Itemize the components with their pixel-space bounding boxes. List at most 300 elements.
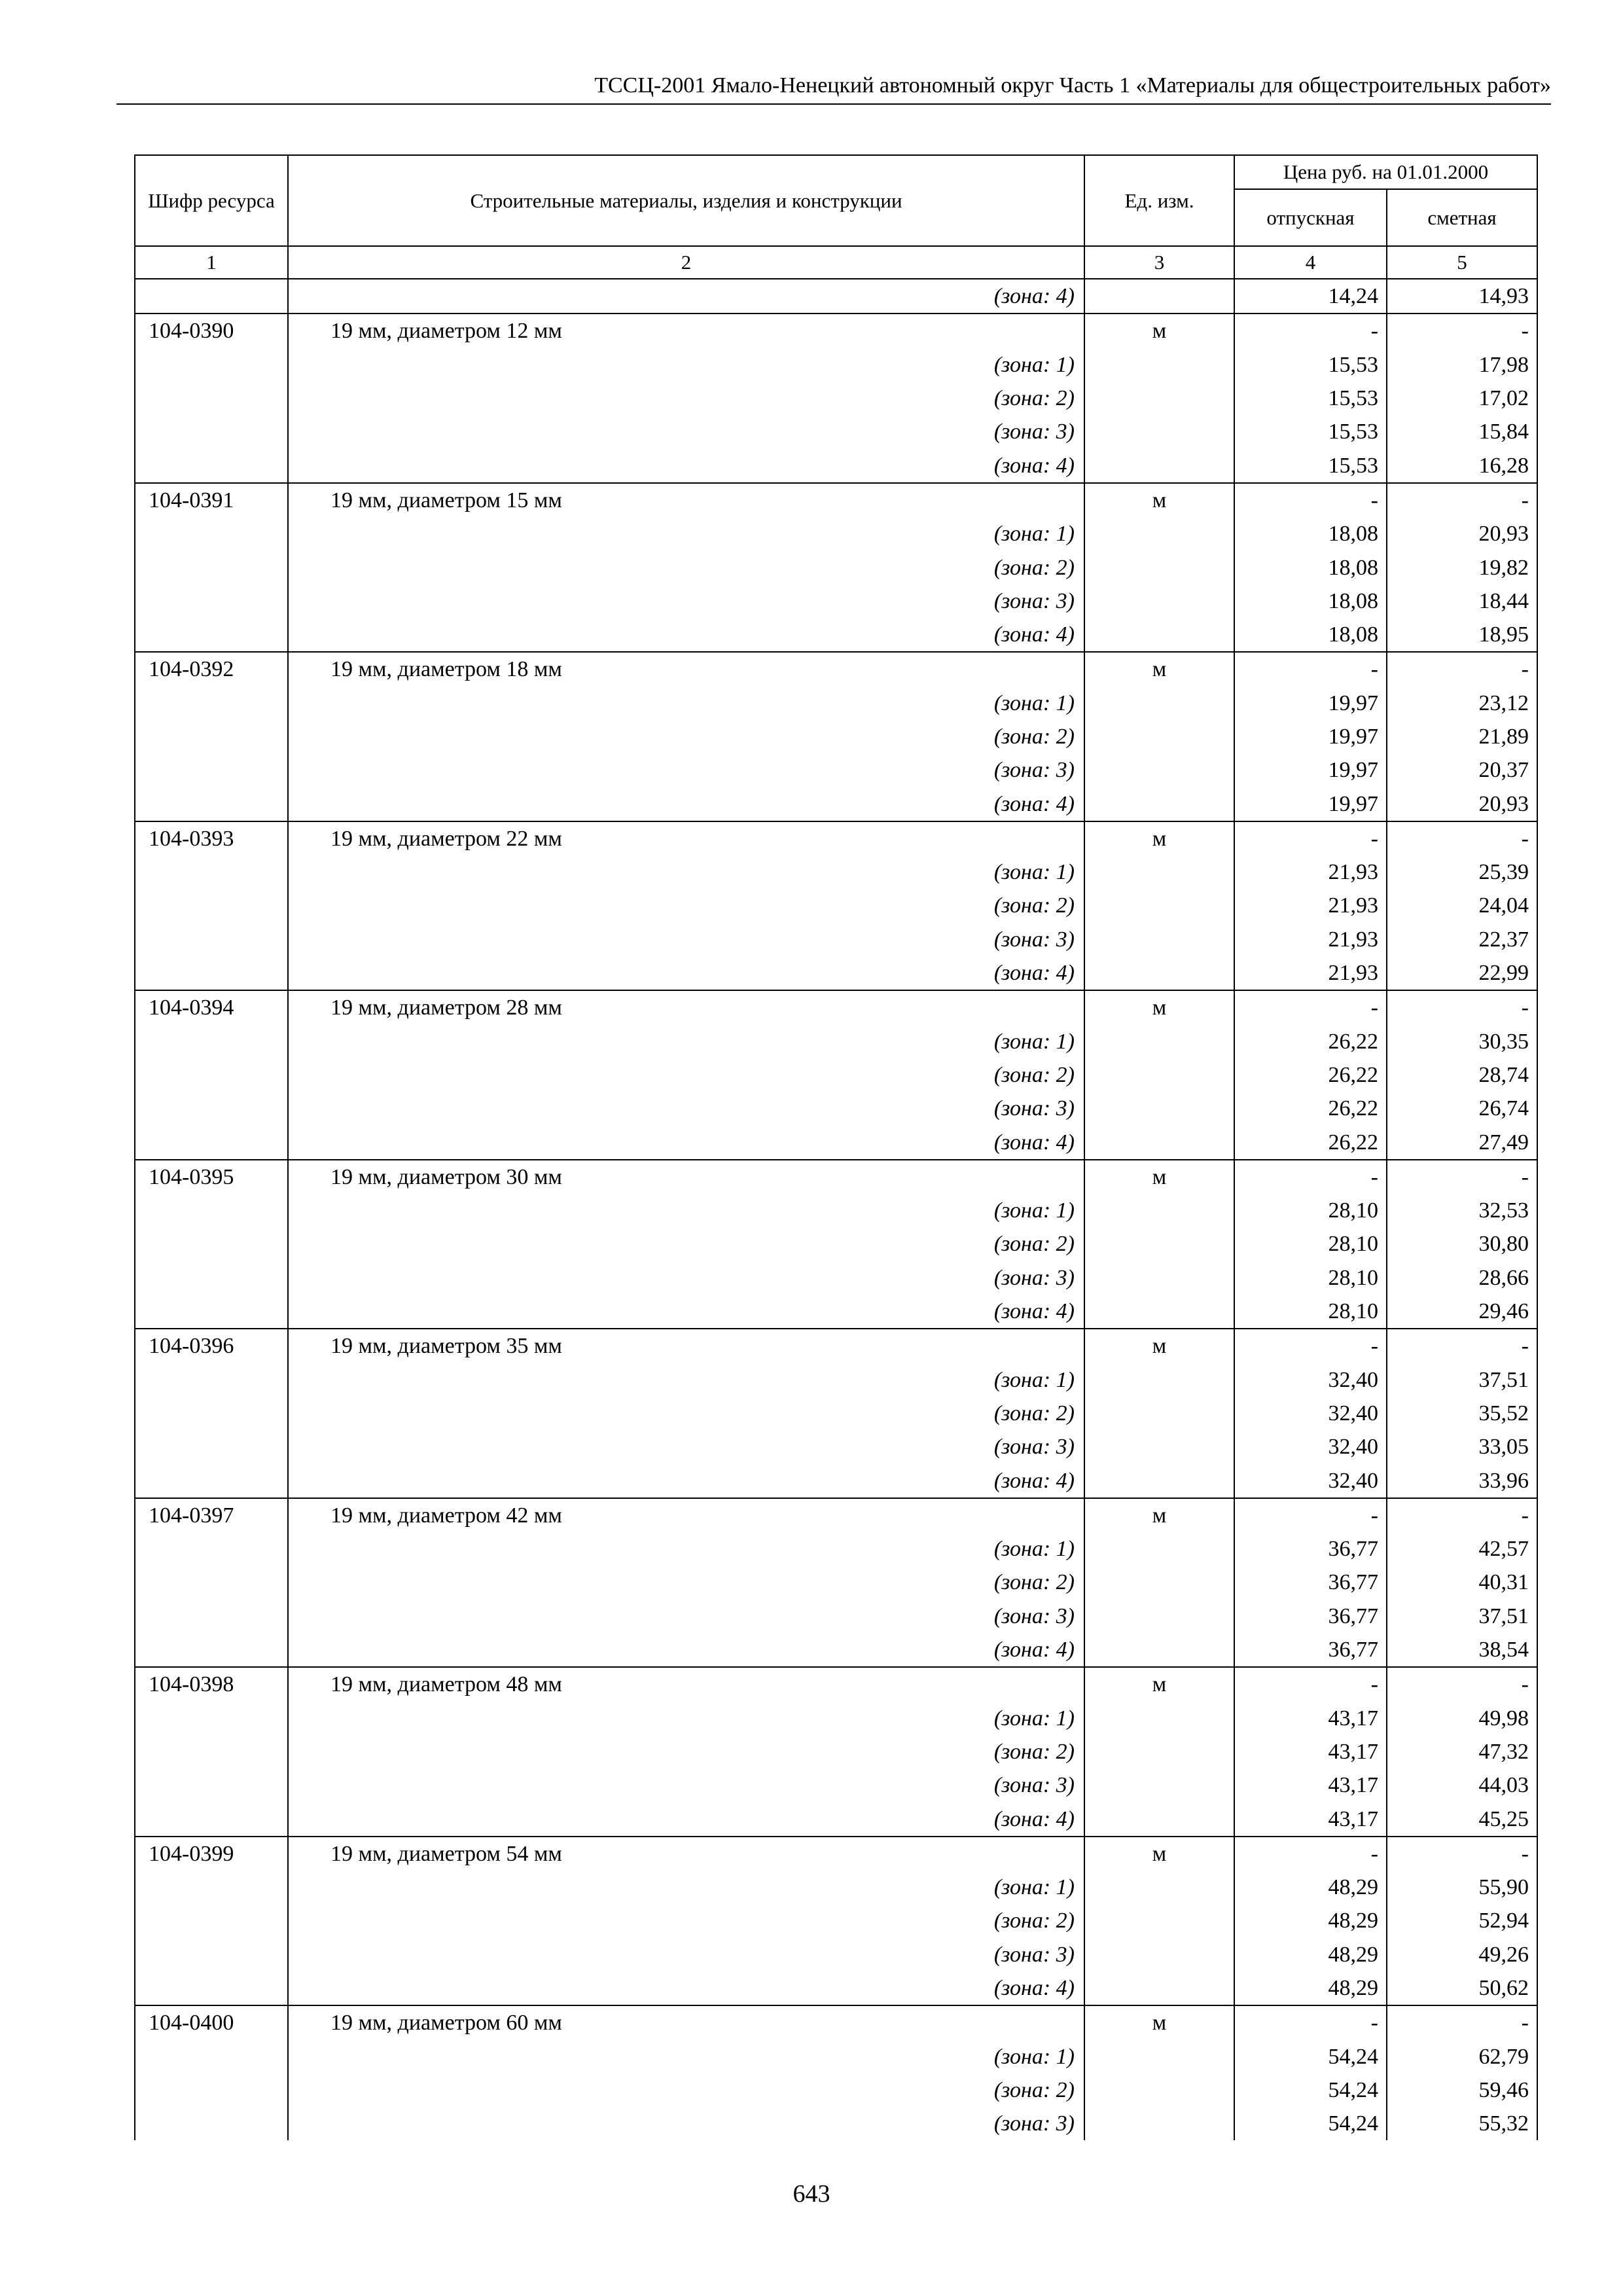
row-unit-cell <box>1084 1633 1234 1667</box>
column-number: 5 <box>1387 246 1537 279</box>
row-unit-cell <box>1084 1194 1234 1227</box>
estimate-price: - <box>1387 990 1537 1024</box>
resource-name: 19 мм, диаметром 22 мм <box>288 821 1084 855</box>
row-code-cell <box>135 1295 288 1329</box>
row-unit-cell <box>1084 1092 1234 1125</box>
row-unit-cell <box>1084 1971 1234 2005</box>
column-number-row <box>135 246 1537 279</box>
estimate-price: - <box>1387 483 1537 517</box>
row-code-cell <box>135 279 288 314</box>
release-price: 43,17 <box>1234 1701 1387 1734</box>
resource-code: 104-0391 <box>135 483 288 517</box>
zone-row <box>135 1125 1537 1159</box>
resource-unit: м <box>1084 1329 1234 1363</box>
release-price: - <box>1234 990 1387 1024</box>
estimate-price: 49,98 <box>1387 1701 1537 1734</box>
zone-row <box>135 1532 1537 1566</box>
estimate-price: 18,44 <box>1387 584 1537 618</box>
row-code-cell <box>135 720 288 753</box>
resource-row <box>135 1498 1537 1532</box>
resource-name: 19 мм, диаметром 30 мм <box>288 1160 1084 1194</box>
release-price: 32,40 <box>1234 1463 1387 1498</box>
resource-code: 104-0396 <box>135 1329 288 1363</box>
release-price: 14,24 <box>1234 279 1387 314</box>
zone-row <box>135 2073 1537 2107</box>
zone-row <box>135 1430 1537 1463</box>
zone-label: (зона: 3) <box>288 1768 1084 1802</box>
row-code-cell <box>135 550 288 584</box>
release-price: 28,10 <box>1234 1295 1387 1329</box>
row-unit-cell <box>1084 279 1234 314</box>
row-code-cell <box>135 1058 288 1092</box>
estimate-price: 40,31 <box>1387 1566 1537 1599</box>
resource-code: 104-0400 <box>135 2005 288 2039</box>
zone-label: (зона: 4) <box>288 1295 1084 1329</box>
estimate-price: 52,94 <box>1387 1904 1537 1937</box>
release-price: 21,93 <box>1234 889 1387 922</box>
zone-row <box>135 787 1537 821</box>
zone-label: (зона: 1) <box>288 348 1084 382</box>
zone-label: (зона: 2) <box>288 720 1084 753</box>
carryover-row <box>135 279 1537 314</box>
zone-label: (зона: 4) <box>288 1463 1084 1498</box>
estimate-price: 18,95 <box>1387 618 1537 652</box>
estimate-price: - <box>1387 821 1537 855</box>
zone-row <box>135 618 1537 652</box>
zone-label: (зона: 1) <box>288 687 1084 720</box>
row-unit-cell <box>1084 1397 1234 1430</box>
row-unit-cell <box>1084 687 1234 720</box>
release-price: 21,93 <box>1234 956 1387 990</box>
estimate-price: 15,84 <box>1387 415 1537 448</box>
estimate-price: - <box>1387 314 1537 348</box>
header-unit: Ед. изм. <box>1084 155 1234 246</box>
row-code-cell <box>135 1701 288 1734</box>
row-unit-cell <box>1084 1904 1234 1937</box>
zone-label: (зона: 2) <box>288 1735 1084 1768</box>
zone-label: (зона: 1) <box>288 1025 1084 1058</box>
resource-unit: м <box>1084 314 1234 348</box>
release-price: 54,24 <box>1234 2073 1387 2107</box>
row-unit-cell <box>1084 517 1234 550</box>
row-unit-cell <box>1084 1566 1234 1599</box>
zone-label: (зона: 4) <box>288 1633 1084 1667</box>
row-unit-cell <box>1084 787 1234 821</box>
page-number: 643 <box>793 2180 830 2208</box>
estimate-price: - <box>1387 652 1537 686</box>
header-release-price: отпускная <box>1234 189 1387 246</box>
estimate-price: 26,74 <box>1387 1092 1537 1125</box>
column-number: 1 <box>135 246 288 279</box>
resource-row <box>135 483 1537 517</box>
estimate-price: 29,46 <box>1387 1295 1537 1329</box>
column-number: 3 <box>1084 246 1234 279</box>
release-price: 43,17 <box>1234 1768 1387 1802</box>
zone-row <box>135 2039 1537 2073</box>
release-price: 26,22 <box>1234 1025 1387 1058</box>
zone-label: (зона: 3) <box>288 753 1084 787</box>
resource-unit: м <box>1084 652 1234 686</box>
estimate-price: 22,99 <box>1387 956 1537 990</box>
release-price: - <box>1234 2005 1387 2039</box>
zone-label: (зона: 4) <box>288 448 1084 482</box>
row-code-cell <box>135 889 288 922</box>
release-price: 43,17 <box>1234 1735 1387 1768</box>
zone-label: (зона: 4) <box>288 956 1084 990</box>
zone-label: (зона: 3) <box>288 1600 1084 1633</box>
zone-label: (зона: 1) <box>288 517 1084 550</box>
estimate-price: 59,46 <box>1387 2073 1537 2107</box>
row-unit-cell <box>1084 448 1234 482</box>
resource-name: 19 мм, диаметром 35 мм <box>288 1329 1084 1363</box>
zone-row <box>135 1194 1537 1227</box>
release-price: 15,53 <box>1234 348 1387 382</box>
running-header: ТССЦ-2001 Ямало-Ненецкий автономный округ Часть 1 «Материалы для общестроительных работ» <box>594 73 1551 98</box>
row-code-cell <box>135 1904 288 1937</box>
zone-label: (зона: 3) <box>288 1092 1084 1125</box>
row-code-cell <box>135 1600 288 1633</box>
row-code-cell <box>135 584 288 618</box>
zone-row <box>135 1600 1537 1633</box>
row-unit-cell <box>1084 1735 1234 1768</box>
release-price: 32,40 <box>1234 1430 1387 1463</box>
release-price: - <box>1234 652 1387 686</box>
release-price: 48,29 <box>1234 1938 1387 1971</box>
release-price: 36,77 <box>1234 1633 1387 1667</box>
row-unit-cell <box>1084 1227 1234 1261</box>
estimate-price: 47,32 <box>1387 1735 1537 1768</box>
resource-row <box>135 1160 1537 1194</box>
resource-unit: м <box>1084 2005 1234 2039</box>
estimate-price: 28,74 <box>1387 1058 1537 1092</box>
row-unit-cell <box>1084 889 1234 922</box>
row-unit-cell <box>1084 1701 1234 1734</box>
release-price: - <box>1234 1837 1387 1871</box>
resource-name: 19 мм, диаметром 48 мм <box>288 1667 1084 1701</box>
zone-label: (зона: 3) <box>288 1938 1084 1971</box>
row-unit-cell <box>1084 348 1234 382</box>
zone-row <box>135 448 1537 482</box>
zone-row <box>135 956 1537 990</box>
release-price: 18,08 <box>1234 584 1387 618</box>
row-code-cell <box>135 787 288 821</box>
row-code-cell <box>135 1566 288 1599</box>
release-price: - <box>1234 821 1387 855</box>
estimate-price: 20,37 <box>1387 753 1537 787</box>
estimate-price: 30,80 <box>1387 1227 1537 1261</box>
row-code-cell <box>135 2073 288 2107</box>
table-header <box>135 155 1537 279</box>
release-price: 18,08 <box>1234 517 1387 550</box>
resource-code: 104-0398 <box>135 1667 288 1701</box>
zone-label: (зона: 3) <box>288 2107 1084 2140</box>
zone-label: (зона: 1) <box>288 1194 1084 1227</box>
release-price: 19,97 <box>1234 720 1387 753</box>
release-price: 36,77 <box>1234 1532 1387 1566</box>
estimate-price: 27,49 <box>1387 1125 1537 1159</box>
column-number: 4 <box>1234 246 1387 279</box>
zone-label: (зона: 4) <box>288 787 1084 821</box>
zone-label: (зона: 2) <box>288 1904 1084 1937</box>
zone-label: (зона: 3) <box>288 415 1084 448</box>
release-price: 21,93 <box>1234 923 1387 956</box>
resource-code: 104-0393 <box>135 821 288 855</box>
estimate-price: 37,51 <box>1387 1363 1537 1397</box>
zone-row <box>135 1058 1537 1092</box>
row-code-cell <box>135 956 288 990</box>
zone-row <box>135 550 1537 584</box>
row-code-cell <box>135 1261 288 1295</box>
estimate-price: 28,66 <box>1387 1261 1537 1295</box>
estimate-price: - <box>1387 2005 1537 2039</box>
estimate-price: 44,03 <box>1387 1768 1537 1802</box>
resource-code: 104-0390 <box>135 314 288 348</box>
zone-row <box>135 1092 1537 1125</box>
estimate-price: 35,52 <box>1387 1397 1537 1430</box>
zone-label: (зона: 2) <box>288 1058 1084 1092</box>
zone-row <box>135 1295 1537 1329</box>
zone-row <box>135 687 1537 720</box>
release-price: - <box>1234 314 1387 348</box>
zone-row <box>135 1768 1537 1802</box>
zone-row <box>135 1227 1537 1261</box>
release-price: 26,22 <box>1234 1092 1387 1125</box>
zone-row <box>135 1802 1537 1836</box>
resource-unit: м <box>1084 990 1234 1024</box>
zone-label: (зона: 4) <box>288 1802 1084 1836</box>
row-code-cell <box>135 1938 288 1971</box>
row-unit-cell <box>1084 415 1234 448</box>
zone-label: (зона: 2) <box>288 889 1084 922</box>
estimate-price: 55,32 <box>1387 2107 1537 2140</box>
resource-name: 19 мм, диаметром 54 мм <box>288 1837 1084 1871</box>
row-code-cell <box>135 1871 288 1904</box>
resource-row <box>135 1667 1537 1701</box>
estimate-price: 38,54 <box>1387 1633 1537 1667</box>
release-price: 28,10 <box>1234 1194 1387 1227</box>
resource-unit: м <box>1084 821 1234 855</box>
row-code-cell <box>135 415 288 448</box>
resource-unit: м <box>1084 1160 1234 1194</box>
release-price: 19,97 <box>1234 787 1387 821</box>
zone-row <box>135 720 1537 753</box>
zone-row <box>135 2107 1537 2140</box>
release-price: - <box>1234 483 1387 517</box>
row-unit-cell <box>1084 720 1234 753</box>
row-unit-cell <box>1084 550 1234 584</box>
release-price: - <box>1234 1160 1387 1194</box>
row-code-cell <box>135 1092 288 1125</box>
release-price: 43,17 <box>1234 1802 1387 1836</box>
estimate-price: 19,82 <box>1387 550 1537 584</box>
header-name: Строительные материалы, изделия и конструкции <box>288 155 1084 246</box>
estimate-price: - <box>1387 1160 1537 1194</box>
zone-label: (зона: 4) <box>288 618 1084 652</box>
resource-name: 19 мм, диаметром 12 мм <box>288 314 1084 348</box>
zone-row <box>135 1463 1537 1498</box>
zone-label: (зона: 2) <box>288 2073 1084 2107</box>
row-code-cell <box>135 1532 288 1566</box>
zone-row <box>135 1871 1537 1904</box>
release-price: 15,53 <box>1234 382 1387 415</box>
row-code-cell <box>135 1363 288 1397</box>
zone-label: (зона: 3) <box>288 1261 1084 1295</box>
zone-row <box>135 1971 1537 2005</box>
estimate-price: 33,05 <box>1387 1430 1537 1463</box>
estimate-price: 30,35 <box>1387 1025 1537 1058</box>
estimate-price: 45,25 <box>1387 1802 1537 1836</box>
row-code-cell <box>135 687 288 720</box>
row-unit-cell <box>1084 2039 1234 2073</box>
release-price: 15,53 <box>1234 415 1387 448</box>
resource-row <box>135 1329 1537 1363</box>
row-code-cell <box>135 1025 288 1058</box>
zone-row <box>135 584 1537 618</box>
row-unit-cell <box>1084 1871 1234 1904</box>
row-code-cell <box>135 618 288 652</box>
zone-row <box>135 1025 1537 1058</box>
row-unit-cell <box>1084 2073 1234 2107</box>
zone-row <box>135 1701 1537 1734</box>
zone-label: (зона: 1) <box>288 1532 1084 1566</box>
zone-row <box>135 923 1537 956</box>
row-unit-cell <box>1084 923 1234 956</box>
resource-row <box>135 314 1537 348</box>
estimate-price: 25,39 <box>1387 855 1537 889</box>
zone-row <box>135 753 1537 787</box>
resource-name: 19 мм, диаметром 42 мм <box>288 1498 1084 1532</box>
resource-name: 19 мм, диаметром 15 мм <box>288 483 1084 517</box>
row-code-cell <box>135 753 288 787</box>
resource-code: 104-0392 <box>135 652 288 686</box>
row-code-cell <box>135 348 288 382</box>
resource-code: 104-0395 <box>135 1160 288 1194</box>
resource-unit: м <box>1084 483 1234 517</box>
estimate-price: - <box>1387 1498 1537 1532</box>
estimate-price: - <box>1387 1667 1537 1701</box>
row-code-cell <box>135 1633 288 1667</box>
zone-label: (зона: 3) <box>288 584 1084 618</box>
row-code-cell <box>135 1397 288 1430</box>
release-price: 19,97 <box>1234 687 1387 720</box>
row-unit-cell <box>1084 1430 1234 1463</box>
resource-name: 19 мм, диаметром 28 мм <box>288 990 1084 1024</box>
zone-row <box>135 1566 1537 1599</box>
estimate-price: 24,04 <box>1387 889 1537 922</box>
row-unit-cell <box>1084 855 1234 889</box>
release-price: 18,08 <box>1234 618 1387 652</box>
zone-label: (зона: 2) <box>288 382 1084 415</box>
row-unit-cell <box>1084 2107 1234 2140</box>
resource-row <box>135 1837 1537 1871</box>
row-code-cell <box>135 1194 288 1227</box>
row-code-cell <box>135 1802 288 1836</box>
row-unit-cell <box>1084 1600 1234 1633</box>
zone-label: (зона: 4) <box>288 1125 1084 1159</box>
release-price: 28,10 <box>1234 1261 1387 1295</box>
release-price: 32,40 <box>1234 1397 1387 1430</box>
zone-row <box>135 1735 1537 1768</box>
row-code-cell <box>135 382 288 415</box>
row-code-cell <box>135 1430 288 1463</box>
header-rule <box>116 103 1551 105</box>
zone-label: (зона: 2) <box>288 1397 1084 1430</box>
row-unit-cell <box>1084 1532 1234 1566</box>
estimate-price: 23,12 <box>1387 687 1537 720</box>
row-unit-cell <box>1084 753 1234 787</box>
resource-code: 104-0394 <box>135 990 288 1024</box>
row-unit-cell <box>1084 1463 1234 1498</box>
row-code-cell <box>135 1768 288 1802</box>
row-code-cell <box>135 1125 288 1159</box>
release-price: 28,10 <box>1234 1227 1387 1261</box>
row-code-cell <box>135 2107 288 2140</box>
price-table <box>134 154 1538 2140</box>
header-price-group: Цена руб. на 01.01.2000 <box>1234 155 1537 189</box>
release-price: 15,53 <box>1234 448 1387 482</box>
resource-code: 104-0397 <box>135 1498 288 1532</box>
table-body <box>135 279 1537 2140</box>
estimate-price: 21,89 <box>1387 720 1537 753</box>
release-price: 36,77 <box>1234 1566 1387 1599</box>
zone-label: (зона: 4) <box>288 279 1084 314</box>
estimate-price: - <box>1387 1837 1537 1871</box>
zone-row <box>135 415 1537 448</box>
row-code-cell <box>135 517 288 550</box>
estimate-price: 37,51 <box>1387 1600 1537 1633</box>
estimate-price: 55,90 <box>1387 1871 1537 1904</box>
row-unit-cell <box>1084 1363 1234 1397</box>
resource-code: 104-0399 <box>135 1837 288 1871</box>
row-code-cell <box>135 1227 288 1261</box>
release-price: 18,08 <box>1234 550 1387 584</box>
row-code-cell <box>135 1971 288 2005</box>
row-unit-cell <box>1084 1295 1234 1329</box>
row-unit-cell <box>1084 1025 1234 1058</box>
zone-row <box>135 382 1537 415</box>
estimate-price: 17,98 <box>1387 348 1537 382</box>
release-price: 54,24 <box>1234 2039 1387 2073</box>
estimate-price: 49,26 <box>1387 1938 1537 1971</box>
resource-unit: м <box>1084 1837 1234 1871</box>
resource-name: 19 мм, диаметром 60 мм <box>288 2005 1084 2039</box>
estimate-price: 33,96 <box>1387 1463 1537 1498</box>
zone-label: (зона: 3) <box>288 923 1084 956</box>
estimate-price: 32,53 <box>1387 1194 1537 1227</box>
resource-unit: м <box>1084 1498 1234 1532</box>
row-unit-cell <box>1084 1125 1234 1159</box>
release-price: 54,24 <box>1234 2107 1387 2140</box>
zone-label: (зона: 1) <box>288 1871 1084 1904</box>
resource-row <box>135 2005 1537 2039</box>
zone-row <box>135 889 1537 922</box>
release-price: 48,29 <box>1234 1904 1387 1937</box>
estimate-price: 20,93 <box>1387 787 1537 821</box>
resource-unit: м <box>1084 1667 1234 1701</box>
resource-row <box>135 990 1537 1024</box>
estimate-price: 14,93 <box>1387 279 1537 314</box>
column-number: 2 <box>288 246 1084 279</box>
estimate-price: 42,57 <box>1387 1532 1537 1566</box>
header-code: Шифр ресурса <box>135 155 288 246</box>
resource-row <box>135 821 1537 855</box>
zone-row <box>135 855 1537 889</box>
release-price: 19,97 <box>1234 753 1387 787</box>
release-price: 48,29 <box>1234 1871 1387 1904</box>
zone-label: (зона: 1) <box>288 1701 1084 1734</box>
release-price: 48,29 <box>1234 1971 1387 2005</box>
zone-row <box>135 1904 1537 1937</box>
